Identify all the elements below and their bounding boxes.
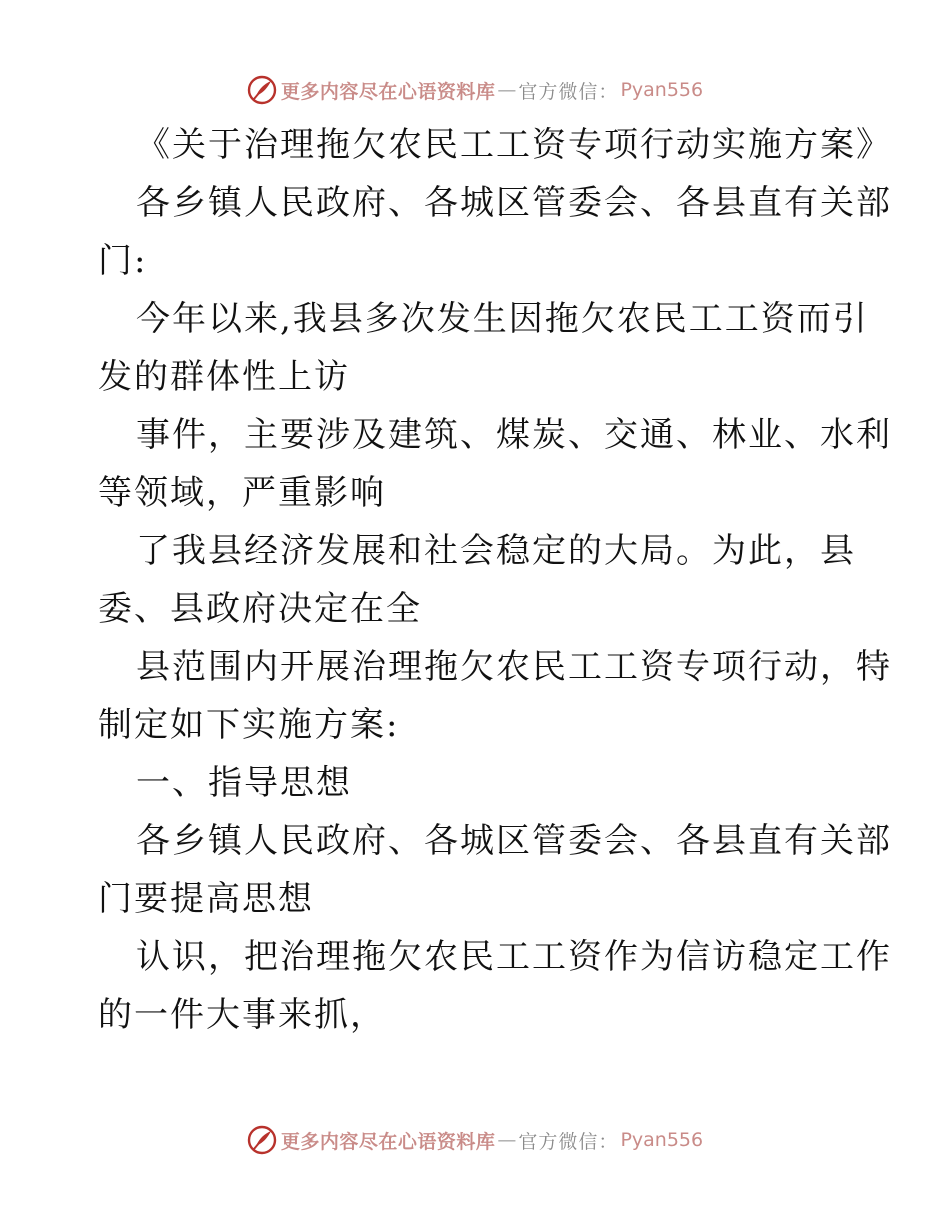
text-line: 等领域，严重影响 [98, 473, 386, 513]
text-line: 门: [98, 241, 148, 281]
text-line: 了我县经济发展和社会稳定的大局。为此，县 [136, 531, 856, 571]
watermark-official-label: 官方微信： [518, 1130, 619, 1153]
watermark-dash: — [497, 1129, 517, 1151]
quill-logo-icon [247, 1125, 277, 1155]
text-line: 事件，主要涉及建筑、煤炭、交通、林业、水利 [136, 415, 892, 455]
text-line: 县范围内开展治理拖欠农民工工资专项行动，特 [136, 647, 892, 687]
watermark-account: Pyan556 [620, 1129, 704, 1151]
text-line: 的一件大事来抓， [98, 995, 386, 1035]
quill-logo-icon [247, 75, 277, 105]
header-watermark [0, 70, 950, 110]
watermark-account: Pyan556 [620, 79, 704, 101]
document-body [98, 116, 892, 1044]
text-line: 今年以来,我县多次发生因拖欠农民工工资而引 [136, 299, 869, 339]
text-line: 委、县政府决定在全 [98, 589, 422, 629]
document-title: 《关于治理拖欠农民工工资专项行动实施方案》 [136, 125, 892, 165]
watermark-brand: 更多内容尽在心语资料库 [280, 80, 496, 103]
text-line: 制定如下实施方案: [98, 705, 400, 745]
watermark-dash: — [497, 79, 517, 101]
watermark-brand: 更多内容尽在心语资料库 [280, 1130, 496, 1153]
text-line: 各乡镇人民政府、各城区管委会、各县直有关部 [136, 821, 892, 861]
text-line: 发的群体性上访 [98, 357, 350, 397]
section-heading: 一、指导思想 [136, 763, 352, 803]
text-line: 门要提高思想 [98, 879, 314, 919]
text-line: 各乡镇人民政府、各城区管委会、各县直有关部 [136, 183, 892, 223]
text-line: 认识，把治理拖欠农民工工资作为信访稳定工作 [136, 937, 892, 977]
watermark-official-label: 官方微信： [518, 80, 619, 103]
footer-watermark [0, 1120, 950, 1160]
